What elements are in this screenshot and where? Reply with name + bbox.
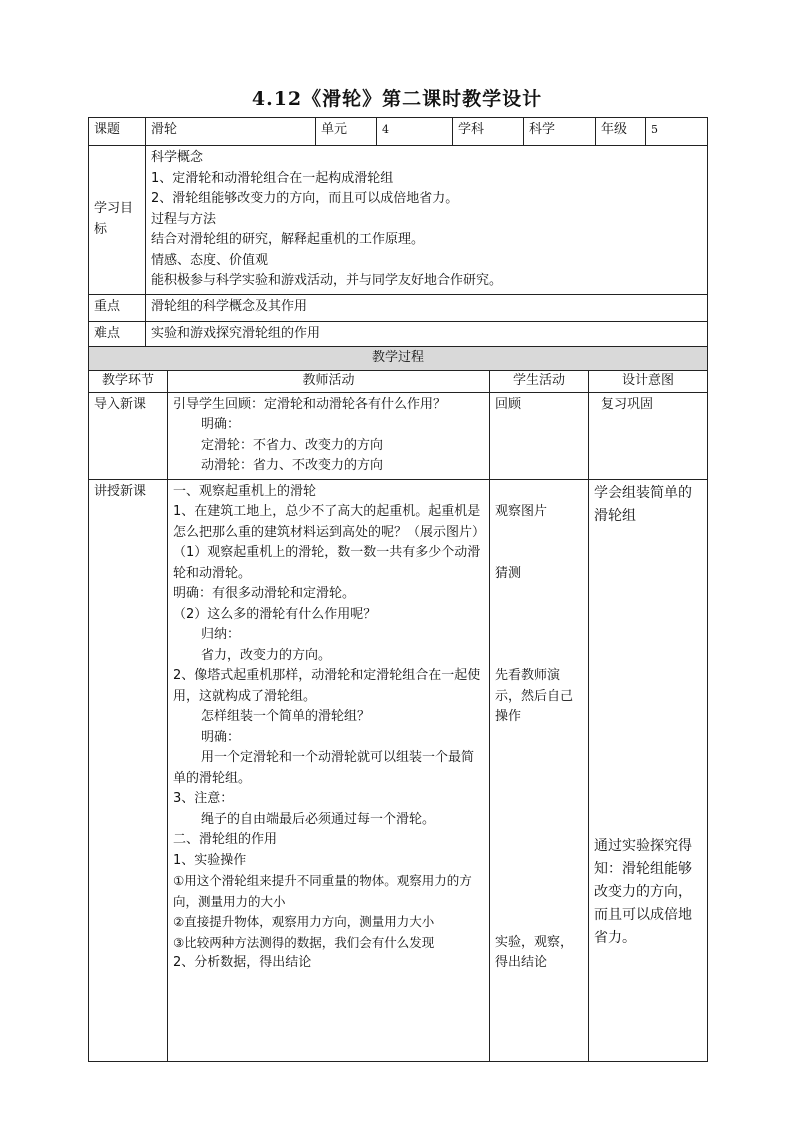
student-activity: 观察图片: [495, 504, 548, 519]
goals-line: 过程与方法: [151, 211, 217, 227]
lecture-stage: 讲授新课: [89, 479, 168, 1061]
teacher-line: 归纳：: [201, 627, 241, 642]
teacher-line: 1、实验操作: [173, 852, 247, 868]
teacher-line: 省力，改变力的方向。: [201, 647, 332, 663]
key-point-label: 重点: [89, 294, 146, 321]
col-stage: 教学环节: [89, 370, 168, 392]
teacher-line: ③比较两种方法测得的数据，我们会有什么发现: [173, 934, 435, 950]
teacher-line: 3、注意：: [173, 791, 234, 806]
intro-stage: 导入新课: [89, 392, 168, 479]
teacher-line: （1）观察起重机上的滑轮，数一数一共有多少个动滑轮和动滑轮。: [173, 545, 481, 581]
student-activity: 猜测: [495, 565, 522, 581]
teacher-line: 2、分析数据，得出结论: [173, 955, 312, 970]
teacher-line: 引导学生回顾：定滑轮和动滑轮各有什么作用？: [173, 396, 447, 412]
goals-label: 学习目标: [89, 146, 146, 295]
col-student: 学生活动: [490, 370, 589, 392]
process-banner: 教学过程: [89, 347, 708, 371]
unit-label: 单元: [316, 118, 377, 146]
design-intent: 学会组装简单的滑轮组: [594, 484, 692, 524]
goals-line: 能积极参与科学实验和游戏活动，并与同学友好地合作研究。: [151, 273, 503, 288]
intro-intent: 复习巩固: [589, 392, 708, 479]
topic-value: 滑轮: [146, 118, 316, 146]
difficulty-label: 难点: [89, 321, 146, 348]
teacher-line: 怎样组装一个简单的滑轮组？: [201, 709, 371, 724]
unit-value: 4: [377, 118, 453, 146]
teacher-line: 二、滑轮组的作用: [173, 832, 278, 847]
teacher-line: ②直接提升物体，观察用力方向，测量用力大小: [173, 914, 435, 929]
teacher-line: 定滑轮：不省力、改变力的方向: [201, 437, 384, 453]
subject-value: 科学: [524, 118, 596, 146]
teacher-line: 1、在建筑工地上，总少不了高大的起重机。起重机是怎么把那么重的建筑材料运到高处的呢？（展示图片）: [173, 504, 486, 540]
teacher-line: 一、观察起重机上的滑轮: [173, 483, 317, 499]
goals-line: 2、滑轮组能够改变力的方向，而且可以成倍地省力。: [151, 191, 459, 206]
goals-line: 1、定滑轮和动滑轮组合在一起构成滑轮组: [151, 170, 394, 186]
col-intent: 设计意图: [589, 370, 708, 392]
lecture-intent: [589, 479, 708, 1061]
lecture-teacher: [168, 479, 490, 1061]
process-table: [88, 346, 708, 1062]
teacher-line: 用一个定滑轮和一个动滑轮就可以组装一个最简单的滑轮组。: [173, 750, 475, 786]
key-point-text: 滑轮组的科学概念及其作用: [146, 294, 708, 321]
goals-content: [146, 146, 708, 295]
difficulty-text: 实验和游戏探究滑轮组的作用: [146, 321, 708, 348]
info-table: [88, 117, 708, 349]
subject-label: 学科: [453, 118, 524, 146]
teacher-line: 绳子的自由端最后必须通过每一个滑轮。: [201, 811, 436, 827]
col-teacher: 教师活动: [168, 370, 490, 392]
goals-line: 结合对滑轮组的研究，解释起重机的工作原理。: [151, 232, 425, 247]
grade-label: 年级: [596, 118, 646, 146]
teacher-line: 明确：: [201, 417, 241, 432]
intro-teacher: [168, 392, 490, 479]
document-title: 4.12《滑轮》第二课时教学设计: [251, 88, 543, 110]
intro-student: 回顾: [490, 392, 589, 479]
topic-label: 课题: [89, 118, 146, 146]
goals-line: 科学概念: [151, 150, 204, 165]
goals-line: 情感、态度、价值观: [151, 252, 269, 268]
teacher-line: 动滑轮：省力、不改变力的方向: [201, 458, 384, 473]
teacher-line: ①用这个滑轮组来提升不同重量的物体。观察用力的方向，测量用力的大小: [173, 873, 472, 909]
student-activity: 实验，观察，得出结论: [495, 934, 574, 970]
grade-value: 5: [646, 118, 708, 146]
student-activity: 先看教师演示，然后自己操作: [495, 668, 574, 724]
lecture-student: [490, 479, 589, 1061]
teacher-line: 明确：有很多动滑轮和定滑轮。: [173, 586, 356, 601]
teacher-line: 明确：: [201, 729, 241, 745]
teacher-line: 2、像塔式起重机那样，动滑轮和定滑轮组合在一起使用，这就构成了滑轮组。: [173, 668, 481, 704]
teacher-line: （2）这么多的滑轮有什么作用呢？: [173, 606, 377, 622]
design-intent: 通过实验探究得知：滑轮组能够改变力的方向，而且可以成倍地省力。: [594, 838, 692, 946]
